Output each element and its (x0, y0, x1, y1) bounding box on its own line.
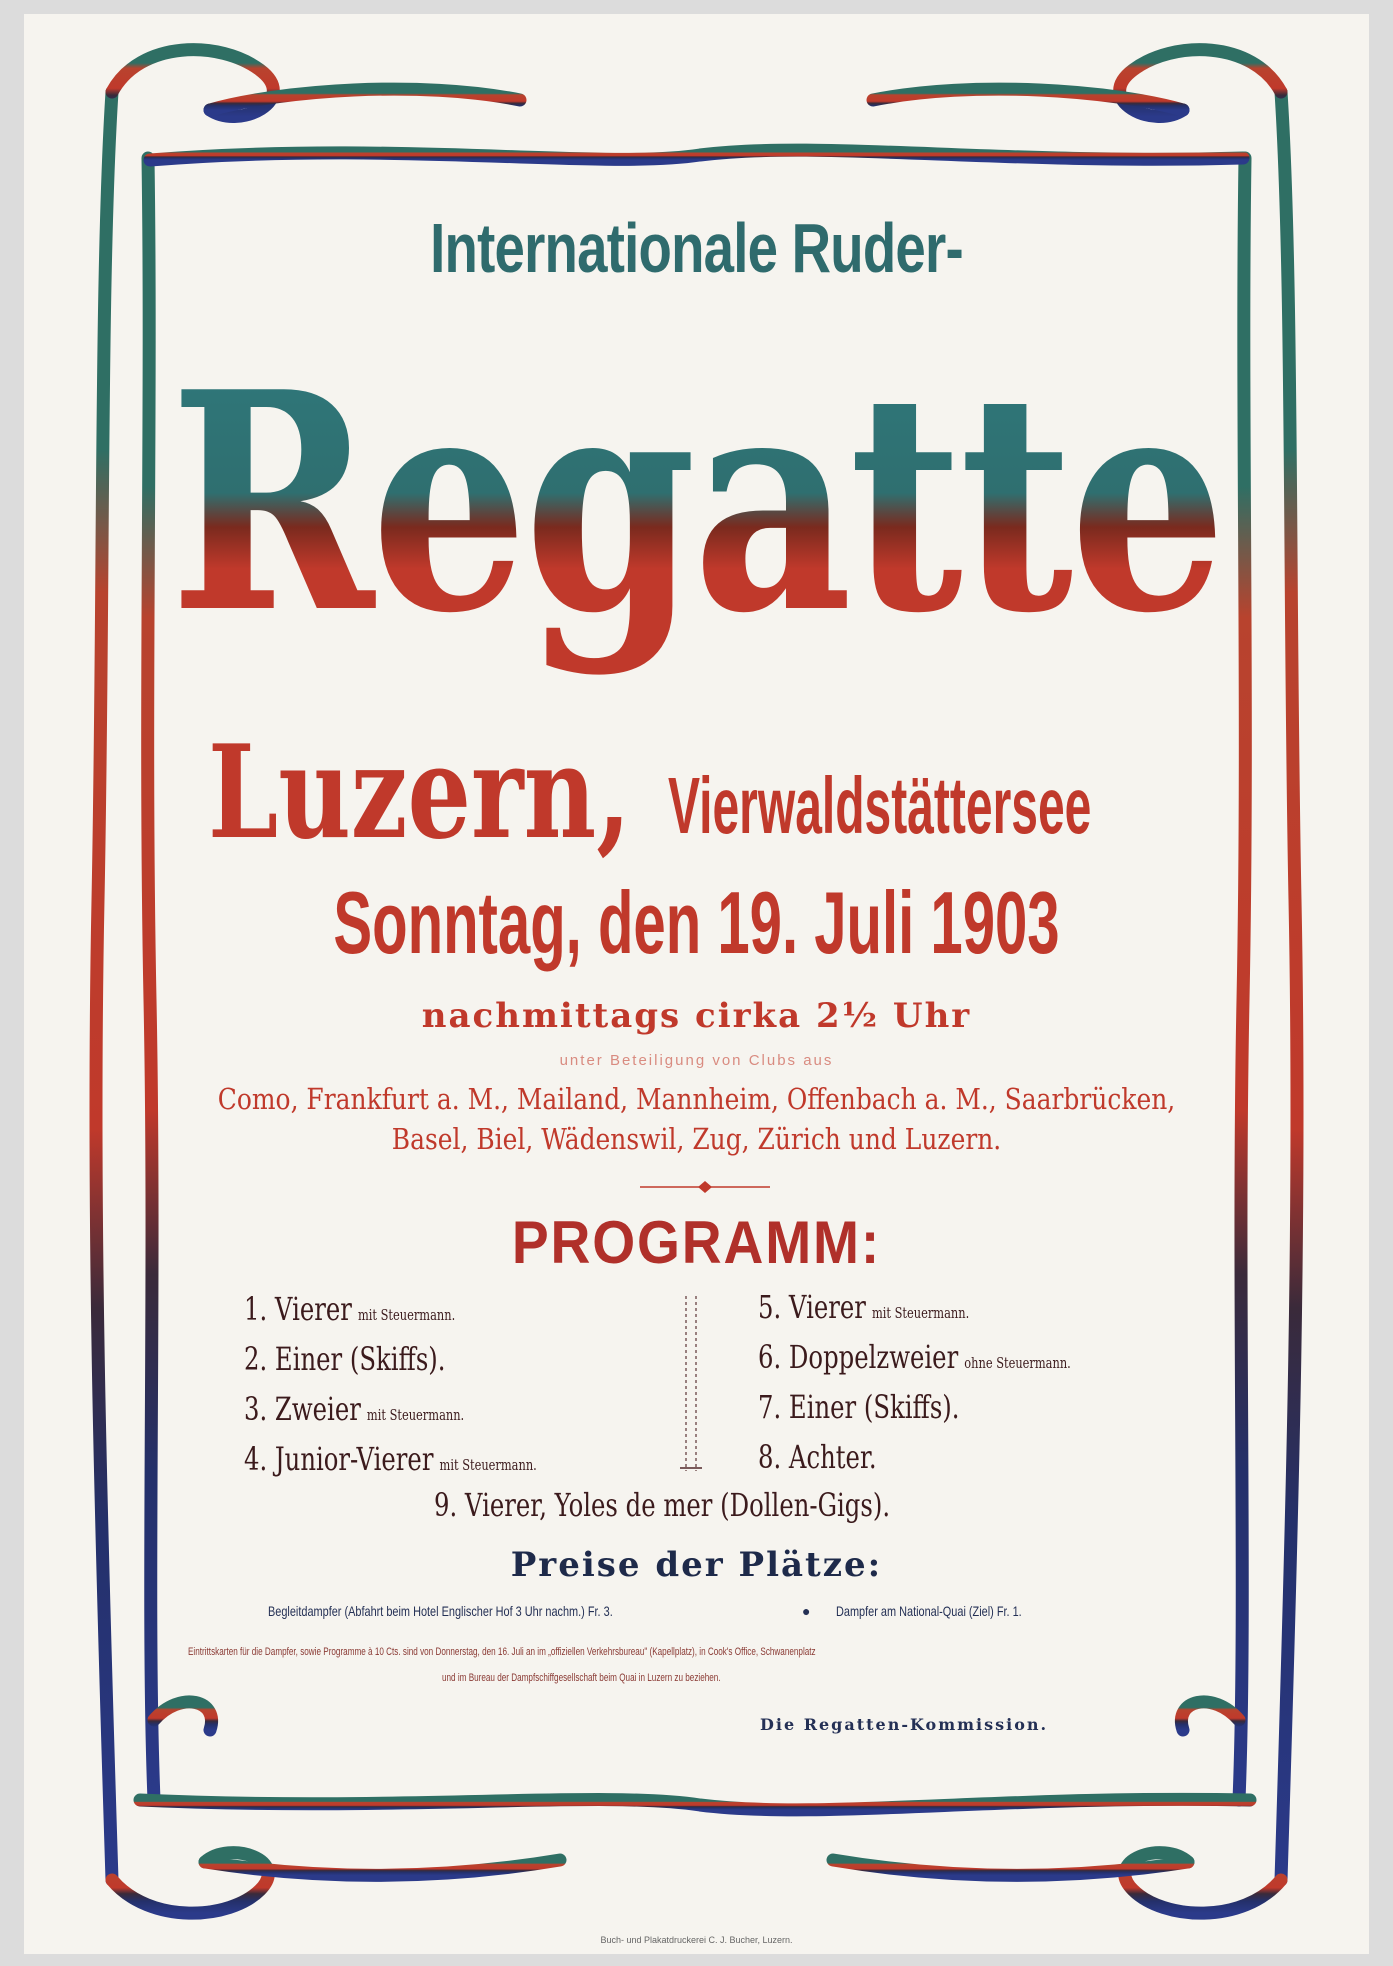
program-item (758, 1338, 1071, 1376)
event-date: Sonntag, den 19. Juli 1903 (333, 873, 1060, 972)
program-item-label: 9. Vierer, Yoles de mer (Dollen-Gigs). (434, 1486, 891, 1524)
program-item-label: 4. Junior-Vierer (244, 1440, 434, 1478)
program-item (244, 1440, 537, 1478)
program-item-note: mit Steuermann. (871, 1304, 970, 1322)
location-line (0, 718, 1393, 868)
program-item-label: 6. Doppelzweier (758, 1338, 959, 1376)
event-time: nachmittags cirka 2½ Uhr (421, 996, 972, 1036)
price-tender-boat: Begleitdampfer (Abfahrt beim Hotel Englischer Hof 3 Uhr nachm.) Fr. 3. (268, 1603, 613, 1619)
program-item-label: 1. Vierer (244, 1290, 352, 1328)
participation-note: unter Beteiligung von Clubs aus (559, 1052, 834, 1069)
ornament-divider (640, 1180, 770, 1194)
programm-heading: PROGRAMM: (511, 1209, 882, 1276)
signature: Die Regatten-Kommission. (760, 1715, 1049, 1734)
city-name: Luzern, (208, 718, 631, 868)
price-steamer: Dampfer am National-Quai (Ziel) Fr. 1. (836, 1603, 1022, 1619)
program-item-label: 7. Einer (Skiffs). (758, 1388, 960, 1426)
program-item (758, 1288, 969, 1326)
poster-title: Regatte (125, 318, 1267, 698)
lake-name: Vierwaldstättersee (668, 761, 1092, 850)
headline: Internationale Ruder- (430, 209, 963, 287)
printer-imprint: Buch- und Plakatdruckerei C. J. Bucher, Luzern. (600, 1935, 793, 1945)
program-item (244, 1340, 446, 1378)
program-item-label: 3. Zweier (244, 1390, 361, 1428)
clubs-line-2: Basel, Biel, Wädenswil, Zug, Zürich und Luzern. (391, 1122, 1002, 1156)
program-item (244, 1290, 455, 1328)
ornament-ladder (680, 1296, 702, 1471)
clubs-line-1: Como, Frankfurt a. M., Mailand, Mannheim, Offenbach a. M., Saarbrücken, (217, 1082, 1176, 1116)
program-item-label: 2. Einer (Skiffs). (244, 1340, 446, 1378)
program-item-note: mit Steuermann. (366, 1406, 465, 1424)
program-item-note: mit Steuermann. (439, 1456, 537, 1474)
program-item-label: 5. Vierer (758, 1288, 866, 1326)
program-item (244, 1390, 464, 1428)
program-item-label: 8. Achter. (758, 1438, 877, 1476)
ticket-info-line-1: Eintrittskarten für die Dampfer, sowie Programme à 10 Cts. sind von Donnerstag, den 16. Juli an im „offiziellen Verkehrsbureau" (Kapellplatz), in Cook's Office, Schwanenplatz (188, 1646, 816, 1658)
program-item-note: ohne Steuermann. (964, 1354, 1071, 1372)
prices-heading: Preise der Plätze: (510, 1545, 883, 1585)
program-item (758, 1388, 960, 1426)
ticket-info-line-2: und im Bureau der Dampfschiffgesellschaft beim Quai in Luzern zu beziehen. (442, 1672, 721, 1684)
bullet-icon: ● (802, 1603, 811, 1619)
program-item-note: mit Steuermann. (357, 1306, 456, 1324)
program-item-final (434, 1486, 890, 1524)
program-item (758, 1438, 877, 1476)
